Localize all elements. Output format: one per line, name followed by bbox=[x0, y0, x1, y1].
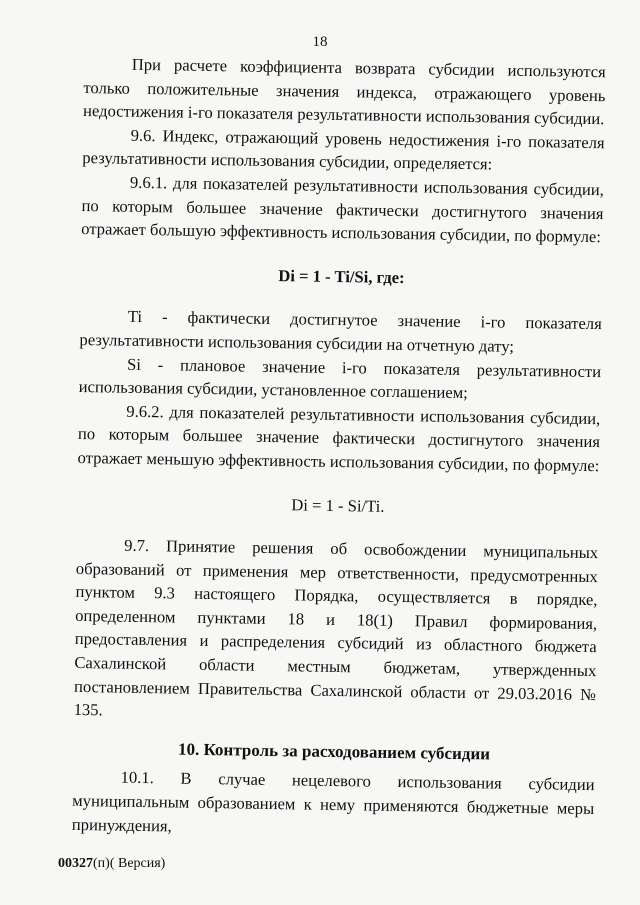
paragraph-9-6: 9.6. Индекс, отражающий уровень недостижения i-го показателя результативности использования субсидии, определяется: bbox=[82, 125, 605, 174]
footer-version bbox=[58, 856, 165, 872]
paragraph-10-1: 10.1. В случае нецелевого использования субсидии муниципальным образованием к нему применяются бюджетные меры принуждения, bbox=[71, 768, 595, 836]
paragraph-ti-definition: Ti - фактически достигнутое значение i-го показателя результативности использования субсидии на отчетную дату; bbox=[79, 307, 602, 356]
document-body bbox=[72, 52, 606, 844]
paragraph-9-7: 9.7. Принятие решения об освобождении муниципальных образований от применения мер ответственности, предусмотренных пунктом 9.3 настоящего Порядка, осуществляется в порядке, определенном пунктами 18 и 18(1) Правил формирования, предоставления и распределения субсидий из областного бюджета Сахалинской области местным бюджетам, утвержденных постановлением Правительства Сахалинской области от 29.03.2016 № 135. bbox=[73, 535, 599, 720]
section-heading: 10. Контроль за расходованием субсидии bbox=[177, 739, 491, 764]
formula-2: Di = 1 - Si/Ti. bbox=[291, 494, 385, 516]
formula-1: Di = 1 - Ti/Si, где: bbox=[278, 265, 405, 287]
footer-version-text: (п)( Версия) bbox=[93, 856, 166, 871]
paragraph-1: При расчете коэффициента возврата субсидии используются только положительные значения индекса, отражающего уровень недостижения i-го показателя результативности использования субсидии. bbox=[82, 54, 606, 129]
paragraph-9-6-2: 9.6.2. для показателей результативности использования субсидии, по которым большее значение фактически достигнутого значения отражает меньшую эффективность использования субсидии, по формуле: bbox=[77, 401, 601, 476]
footer-code: 00327 bbox=[58, 856, 93, 871]
page-number: 18 bbox=[312, 34, 328, 50]
paragraph-9-6-1: 9.6.1. для показателей результативности использования субсидии, по которым большее значение фактически достигнутого значения отражает большую эффективность использования субсидии, по формуле: bbox=[81, 172, 605, 247]
paragraph-si-definition: Si - плановое значение i-го показателя результативности использования субсидии, установленное соглашением; bbox=[78, 354, 602, 403]
